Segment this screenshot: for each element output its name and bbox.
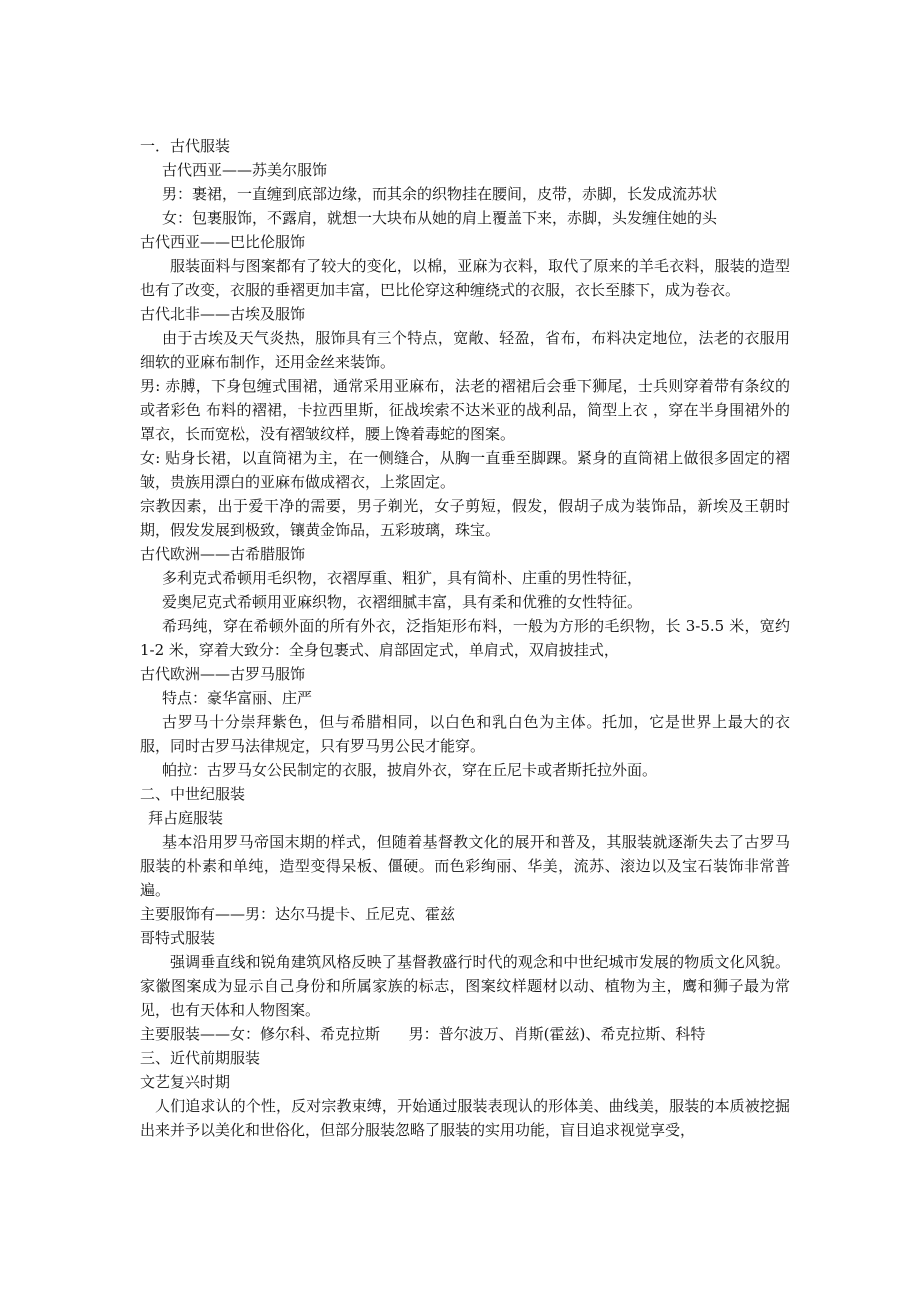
babylon-paragraph: 服装面料与图案都有了较大的变化，以棉，亚麻为衣料，取代了原来的羊毛衣料，服装的造型也有了改变，衣服的垂褶更加丰富，巴比伦穿这种缠绕式的衣服，衣长至膝下，成为卷衣。 (140, 257, 790, 299)
greece-doric-text: 多利克式希顿用毛织物，衣褶厚重、粗犷，具有简朴、庄重的男性特征， (162, 569, 643, 587)
renaissance-paragraph: 人们追求认的个性，反对宗教束缚，开始通过服装表现认的形体美、曲线美，服装的本质被挖掘出来并予以美化和世俗化，但部分服装忽略了服装的实用功能，盲目追求视觉享受， (140, 1097, 790, 1139)
subheading-sumerian: 古代西亚——苏美尔服饰 (162, 161, 328, 179)
egypt-religion-paragraph: 宗教因素，出于爱干净的需要，男子剃光，女子剪短，假发，假胡子成为装饰品，新埃及王朝时期，假发发展到极致，镶黄金饰品，五彩玻璃，珠宝。 (140, 497, 790, 539)
subheading-rome: 古代欧洲——古罗马服饰 (140, 665, 306, 683)
subheading-babylon: 古代西亚——巴比伦服饰 (140, 233, 306, 251)
subheading-byzantine: 拜占庭服装 (148, 809, 224, 827)
subheading-gothic: 哥特式服装 (140, 929, 216, 947)
gothic-paragraph: 强调垂直线和锐角建筑风格反映了基督教盛行时代的观念和中世纪城市发展的物质文化风貌。家徽图案成为显示自己身份和所属家族的标志，图案纹样题材以动、植物为主，鹰和狮子最为常见，也有天体和人物图案。 (140, 953, 790, 1019)
egypt-female-paragraph: 女: 贴身长裙，以直筒裙为主，在一侧缝合，从胸一直垂至脚踝。紧身的直筒裙上做很多固定的褶皱，贵族用漂白的亚麻布做成褶衣，上浆固定。 (140, 449, 790, 491)
section-heading-ancient: 一．古代服装 (140, 137, 231, 155)
egypt-paragraph: 由于古埃及天气炎热，服饰具有三个特点，宽敞、轻盈，省布，布料决定地位，法老的衣服用细软的亚麻布制作，还用金丝来装饰。 (140, 329, 790, 371)
subheading-greece: 古代欧洲——古希腊服饰 (140, 545, 306, 563)
section-heading-early-modern: 三、近代前期服装 (140, 1049, 261, 1067)
rome-paragraph: 古罗马十分崇拜紫色，但与希腊相同，以白色和乳白色为主体。托加，它是世界上最大的衣服，同时古罗马法律规定，只有罗马男公民才能穿。 (140, 713, 790, 755)
greece-ionic-text: 爱奥尼克式希顿用亚麻织物，衣褶细腻丰富，具有柔和优雅的女性特征。 (162, 593, 643, 611)
subheading-renaissance: 文艺复兴时期 (140, 1073, 231, 1091)
document-page (140, 134, 790, 1142)
egypt-male-paragraph: 男: 赤膊，下身包缠式围裙，通常采用亚麻布，法老的褶裙后会垂下狮尾，士兵则穿着带有条纹的或者彩色 布料的褶裙，卡拉西里斯，征战埃索不达米亚的战利品，简型上衣 ，穿在半身围裙外的罩衣，长而宽松，没有褶皱纹样，腰上馋着毒蛇的图案。 (140, 377, 790, 443)
byzantine-paragraph: 基本沿用罗马帝国末期的样式，但随着基督教文化的展开和普及，其服装就逐渐失去了古罗马服装的朴素和单纯，造型变得呆板、僵硬。而色彩绚丽、华美，流苏、滚边以及宝石装饰非常普遍。 (140, 833, 790, 899)
subheading-egypt: 古代北非——古埃及服饰 (140, 305, 306, 323)
rome-palla-text: 帕拉：古罗马女公民制定的衣服，披肩外衣，穿在丘尼卡或者斯托拉外面。 (162, 761, 658, 779)
sumerian-female-text: 女：包裹服饰，不露肩，就想一大块布从她的肩上覆盖下来，赤脚，头发缠住她的头 (162, 209, 718, 227)
rome-feature-text: 特点：豪华富丽、庄严 (162, 689, 313, 707)
greece-himation-paragraph: 希玛纯，穿在希顿外面的所有外衣，泛指矩形布料，一般为方形的毛织物，长 3-5.5 米，宽约 1-2 米，穿着大致分：全身包裹式、肩部固定式，单肩式，双肩披挂式， (140, 617, 790, 659)
sumerian-male-text: 男：裹裙，一直缠到底部边缘，而其余的织物挂在腰间，皮带，赤脚，长发成流苏状 (162, 185, 718, 203)
gothic-main-dress: 主要服装——女：修尔科、希克拉斯 男：普尔波万、肖斯(霍兹)、希克拉斯、科特 (140, 1025, 706, 1043)
byzantine-main-dress: 主要服饰有——男：达尔马提卡、丘尼克、霍兹 (140, 905, 456, 923)
section-heading-medieval: 二、中世纪服装 (140, 785, 246, 803)
